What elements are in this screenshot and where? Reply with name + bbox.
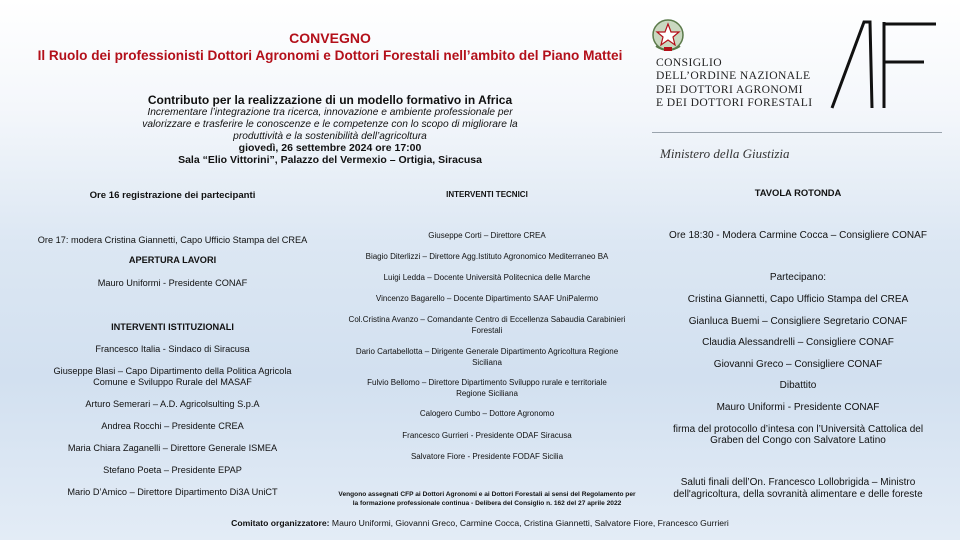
speaker-item: Luigi Ledda – Docente Università Politecnica delle Marche — [383, 273, 591, 282]
tavola-heading: TAVOLA ROTONDA — [754, 187, 842, 198]
column-tavola-rotonda — [650, 0, 946, 540]
participant-item: Cristina Giannetti, Capo Ufficio Stampa del CREA — [687, 294, 909, 305]
conaf-line-1: CONSIGLIO — [656, 56, 723, 69]
speaker-item: Biagio Diterlizzi – Direttore Agg.Istituto Agronomico Mediterraneo BA — [365, 252, 609, 261]
ministero-label: Ministero della Giustizia — [660, 146, 790, 161]
saluti-line-2: dell'agricoltura, della sovranità alimentare e delle foreste — [673, 489, 923, 500]
speaker-item: Fulvio Bellomo – Direttore Dipartimento Sviluppo rurale e territoriale — [367, 378, 607, 387]
speaker-item: Francesco Gurrieri - Presidente ODAF Siracusa — [402, 431, 572, 440]
speaker-item: Maria Chiara Zaganelli – Direttore Generale ISMEA — [67, 443, 278, 453]
speaker-item: Arturo Semerari – A.D. Agricolsulting S.p.A — [85, 399, 260, 409]
speaker-item: Mario D’Amico – Direttore Dipartimento Di3A UniCT — [67, 487, 278, 497]
conaf-line-3: DEI DOTTORI AGRONOMI — [656, 82, 803, 96]
comitato-label: Comitato organizzatore: — [231, 518, 330, 528]
conaf-line-4: E DEI DOTTORI FORESTALI — [656, 96, 813, 110]
speaker-item: Col.Cristina Avanzo – Comandante Centro di Eccellenza Sabaudia Carabinieri — [348, 315, 626, 324]
speaker-item: Stefano Poeta – Presidente EPAP — [103, 465, 242, 475]
apertura-speaker: Mauro Uniformi - Presidente CONAF — [97, 278, 248, 288]
contributo-title: Contributo per la realizzazione di un modello formativo in Africa — [147, 93, 513, 107]
speaker-item: Giuseppe Corti – Direttore CREA — [428, 231, 546, 240]
participant-item: Gianluca Buemi – Consigliere Segretario CONAF — [688, 316, 908, 327]
speaker-item: Siciliana — [472, 358, 502, 367]
description-line-1: Incrementare l’integrazione tra ricerca, innovazione e ambiente professionale per — [147, 107, 513, 118]
partecipano-label: Partecipano: — [769, 272, 827, 283]
speaker-item: Calogero Cumbo – Dottore Agronomo — [419, 409, 555, 418]
speaker-item: Vincenzo Bagarello – Docente Dipartimento SAAF UniPalermo — [375, 294, 599, 303]
comitato-members: Mauro Uniformi, Giovanni Greco, Carmine Cocca, Cristina Giannetti, Salvatore Fiore, Francesco Gurrieri — [329, 518, 729, 528]
apertura-heading: APERTURA LAVORI — [128, 255, 217, 265]
speaker-item: Comune e Sviluppo Rurale del MASAF — [93, 377, 252, 387]
protocol-line-1: firma del protocollo d’intesa con l’Università Cattolica del — [672, 424, 924, 435]
cfp-note-line-2: la formazione professionale continua - Delibera del Consiglio n. 162 del 27 aprile 2022 — [352, 500, 622, 507]
column-tecnici — [328, 0, 646, 540]
event-title: Il Ruolo dei professionisti Dottori Agronomi e Dottori Forestali nell’ambito del Piano Mattei — [37, 48, 623, 63]
tecnici-heading: INTERVENTI TECNICI — [446, 190, 528, 199]
dibattito-label: Dibattito — [779, 380, 817, 391]
speaker-item: Regione Siciliana — [456, 389, 518, 398]
moderator-line: Ore 17: modera Cristina Giannetti, Capo Ufficio Stampa del CREA — [37, 235, 308, 245]
participant-item: Claudia Alessandrelli – Consigliere CONAF — [702, 337, 894, 348]
conaf-line-2: DELL’ORDINE NAZIONALE — [656, 69, 811, 83]
speaker-item: Francesco Italia - Sindaco di Siracusa — [95, 344, 250, 354]
speaker-item: Giuseppe Blasi – Capo Dipartimento della Politica Agricola — [53, 366, 292, 376]
registration-time: Ore 16 registrazione dei partecipanti — [89, 190, 256, 201]
event-venue: Sala “Elio Vittorini”, Palazzo del Vermexio – Ortigia, Siracusa — [178, 154, 482, 167]
president-line: Mauro Uniformi - Presidente CONAF — [716, 402, 880, 413]
column-istituzionali — [20, 0, 325, 540]
saluti-line-1: Saluti finali dell’On. Francesco Lollobrigida – Ministro — [680, 477, 916, 488]
speaker-item: Forestali — [471, 326, 503, 335]
description-line-2: valorizzare e trasferire le conoscenze e le competenze con lo scopo di migliorare la — [142, 118, 518, 130]
description-line-3: produttività e la sostenibilità dell’agricoltura — [233, 130, 427, 142]
comitato-organizzatore — [0, 518, 960, 528]
participant-item: Giovanni Greco – Consigliere CONAF — [713, 359, 883, 370]
speaker-item: Salvatore Fiore - Presidente FODAF Sicilia — [410, 452, 564, 461]
speaker-item: Dario Cartabellotta – Dirigente Generale Dipartimento Agricoltura Regione — [355, 347, 619, 356]
speaker-item: Andrea Rocchi – Presidente CREA — [101, 421, 244, 431]
protocol-line-2: Graben del Congo con Salvatore Latino — [710, 435, 886, 446]
event-date: giovedì, 26 settembre 2024 ore 17:00 — [238, 142, 422, 155]
cfp-note-line-1: Vengono assegnati CFP ai Dottori Agronomi e ai Dottori Forestali ai sensi del Regolamento per — [338, 491, 636, 498]
istituzionali-heading: INTERVENTI ISTITUZIONALI — [111, 322, 234, 332]
tavola-moderator: Ore 18:30 - Modera Carmine Cocca – Consigliere CONAF — [669, 230, 927, 241]
convegno-label: CONVEGNO — [289, 30, 371, 46]
